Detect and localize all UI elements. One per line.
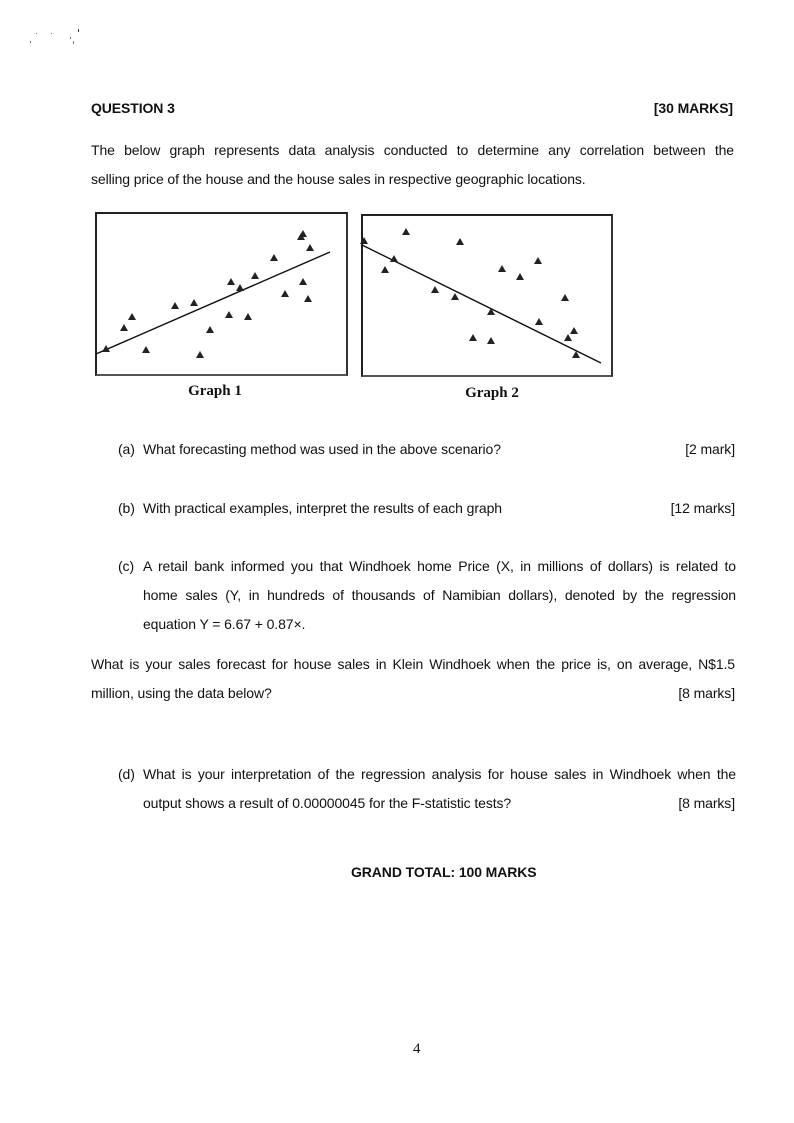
graph-2-caption: Graph 2	[465, 385, 519, 401]
question-c-line-1: A retail bank informed you that Windhoek home Price (X, in millions of dollars) is related to	[143, 558, 736, 574]
question-title: QUESTION 3	[91, 100, 175, 116]
intro-line-1: The below graph represents data analysis conducted to determine any correlation between the	[91, 142, 734, 158]
intro-line-2: selling price of the house and the house sales in respective geographic locations.	[91, 171, 586, 187]
question-d-label: (d)	[118, 766, 135, 782]
graph-2-plot	[0, 0, 794, 420]
question-b-label: (b)	[118, 500, 135, 516]
question-a-marks: [2 mark]	[685, 441, 735, 457]
graph-1-caption: Graph 1	[188, 383, 242, 399]
question-c-line-3: equation Y = 6.67 + 0.87×.	[143, 616, 306, 632]
question-d-line-1: What is your interpretation of the regression analysis for house sales in Windhoek when the	[143, 766, 736, 782]
question-d-line-2: output shows a result of 0.00000045 for the F-statistic tests?	[143, 795, 512, 811]
question-a-text: What forecasting method was used in the above scenario?	[143, 441, 501, 457]
graph-2-trend-line	[362, 245, 601, 363]
question-c-label: (c)	[118, 558, 135, 574]
question-c-line-2: home sales (Y, in hundreds of thousands of Namibian dollars), denoted by the regression	[143, 587, 736, 603]
question-b-text: With practical examples, interpret the results of each graph	[143, 500, 502, 516]
graph-2-svg	[0, 0, 794, 420]
page-number: 4	[413, 1041, 421, 1057]
question-d-marks: [8 marks]	[678, 795, 735, 811]
question-c-follow-line-2: million, using the data below?	[91, 685, 272, 701]
question-c-follow-line-1: What is your sales forecast for house sales in Klein Windhoek when the price is, on average, N$1.5	[91, 656, 735, 672]
question-marks: [30 MARKS]	[653, 100, 733, 116]
question-c-marks: [8 marks]	[678, 685, 735, 701]
graph-2-points	[360, 228, 580, 358]
question-a-label: (a)	[118, 441, 135, 457]
question-b-marks: [12 marks]	[670, 500, 735, 516]
grand-total: GRAND TOTAL: 100 MARKS	[351, 864, 537, 880]
